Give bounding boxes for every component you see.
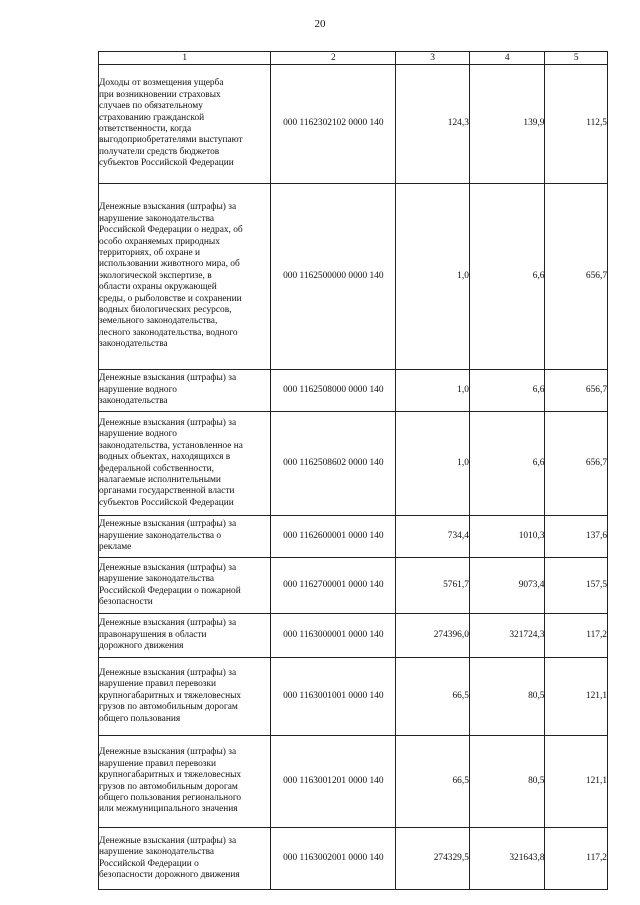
revenue-name: Денежные взыскания (штрафы) за нарушение правил перевозки крупногабаритных и тяжеловесных грузов по автомобильным дорогам общего пользования регионального или межмуниципального значения [99,736,271,828]
value-col4: 6,6 [469,412,545,516]
budget-code: 000 1162508000 0000 140 [271,370,396,412]
budget-code: 000 1163001001 0000 140 [271,658,396,736]
table-row [99,184,608,370]
value-col5: 112,5 [545,65,608,184]
value-col3: 66,5 [396,736,470,828]
value-col5: 137,6 [545,516,608,558]
table-row [99,370,608,412]
revenue-table [98,51,608,890]
budget-code: 000 1163001201 0000 140 [271,736,396,828]
value-col5: 656,7 [545,370,608,412]
table-row [99,65,608,184]
value-col4: 321643,8 [469,828,545,890]
value-col4: 80,5 [469,736,545,828]
value-col4: 6,6 [469,184,545,370]
value-col3: 1,0 [396,412,470,516]
table-row [99,658,608,736]
revenue-name: Денежные взыскания (штрафы) за нарушение водного законодательства [99,370,271,412]
value-col3: 1,0 [396,370,470,412]
column-header: 3 [396,52,470,65]
value-col4: 80,5 [469,658,545,736]
value-col3: 66,5 [396,658,470,736]
value-col3: 1,0 [396,184,470,370]
budget-code: 000 1163002001 0000 140 [271,828,396,890]
revenue-name: Денежные взыскания (штрафы) за нарушение законодательства Российской Федерации о безопасности дорожного движения [99,828,271,890]
value-col4: 139,9 [469,65,545,184]
table-row [99,516,608,558]
table-row [99,412,608,516]
table-row [99,558,608,614]
value-col4: 321724,3 [469,614,545,658]
budget-code: 000 1163000001 0000 140 [271,614,396,658]
revenue-name: Доходы от возмещения ущерба при возникновении страховых случаев по обязательному страхованию гражданской ответственности, когда выгодоприобретателями выступают получатели средств бюджетов субъектов Российской Федерации [99,65,271,184]
value-col4: 9073,4 [469,558,545,614]
table-row [99,736,608,828]
budget-code: 000 1162600001 0000 140 [271,516,396,558]
value-col3: 5761,7 [396,558,470,614]
budget-code: 000 1162700001 0000 140 [271,558,396,614]
column-header: 4 [469,52,545,65]
budget-code: 000 1162508602 0000 140 [271,412,396,516]
column-header: 5 [545,52,608,65]
column-header: 2 [271,52,396,65]
value-col3: 274329,5 [396,828,470,890]
value-col4: 6,6 [469,370,545,412]
page-number: 20 [314,18,326,30]
revenue-name: Денежные взыскания (штрафы) за нарушение законодательства Российской Федерации о недрах, об особо охраняемых природных территориях, об охране и использовании животного мира, об экологической экспертизе, в области охраны окружающей среды, о рыболовстве и сохранении водных биологических ресурсов, земельного законодательства, лесного законодательства, водного законодательства [99,184,271,370]
value-col3: 734,4 [396,516,470,558]
value-col3: 274396,0 [396,614,470,658]
column-number-row [99,52,608,65]
budget-code: 000 1162302102 0000 140 [271,65,396,184]
value-col5: 117,2 [545,828,608,890]
value-col5: 121,1 [545,736,608,828]
value-col5: 656,7 [545,184,608,370]
table-row [99,828,608,890]
revenue-name: Денежные взыскания (штрафы) за нарушение законодательства Российской Федерации о пожарной безопасности [99,558,271,614]
revenue-name: Денежные взыскания (штрафы) за правонарушения в области дорожного движения [99,614,271,658]
value-col5: 117,2 [545,614,608,658]
value-col5: 656,7 [545,412,608,516]
column-header: 1 [99,52,271,65]
value-col3: 124,3 [396,65,470,184]
revenue-name: Денежные взыскания (штрафы) за нарушение законодательства о рекламе [99,516,271,558]
value-col4: 1010,3 [469,516,545,558]
table-row [99,614,608,658]
revenue-name: Денежные взыскания (штрафы) за нарушение водного законодательства, установленное на водных объектах, находящихся в федеральной собственности, налагаемые исполнительными органами государственной власти субъектов Российской Федерации [99,412,271,516]
budget-code: 000 1162500000 0000 140 [271,184,396,370]
value-col5: 121,1 [545,658,608,736]
value-col5: 157,5 [545,558,608,614]
revenue-name: Денежные взыскания (штрафы) за нарушение правил перевозки крупногабаритных и тяжеловесных грузов по автомобильным дорогам общего пользования [99,658,271,736]
